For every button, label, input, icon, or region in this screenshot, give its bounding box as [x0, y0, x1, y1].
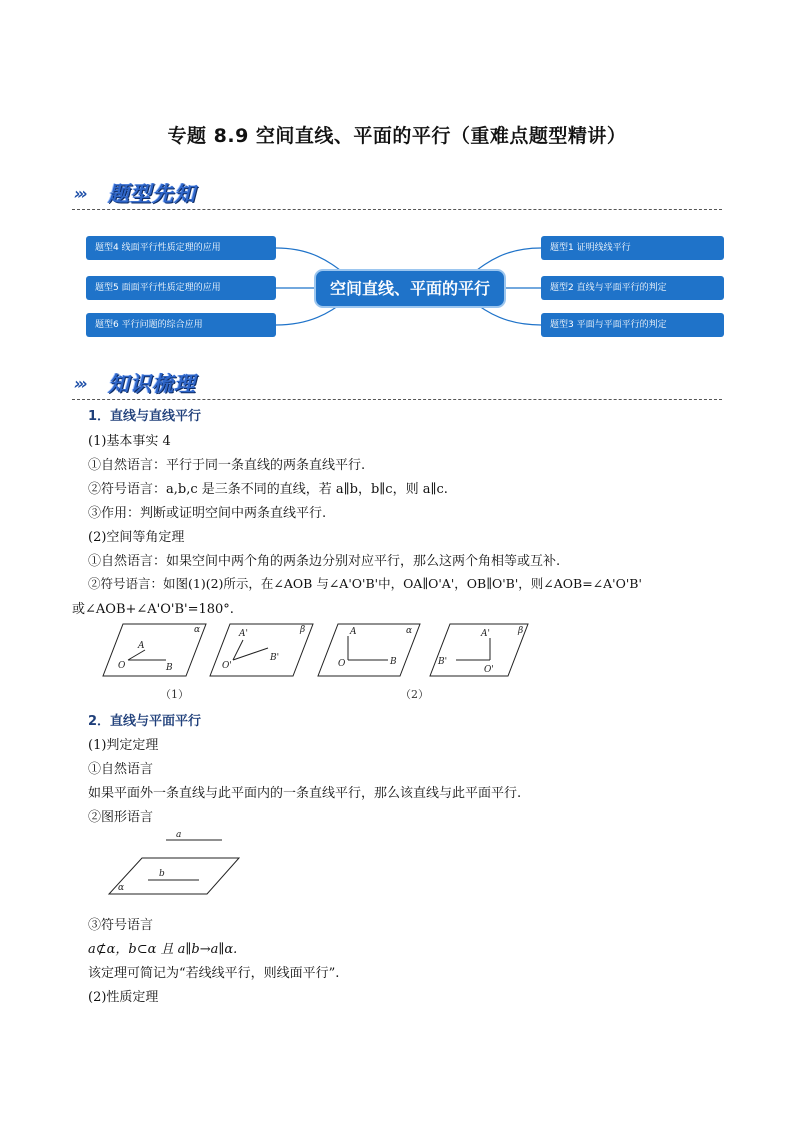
text-line: ③作用：判断或证明空间中两条直线平行. — [88, 506, 327, 521]
plane-label: α — [406, 626, 413, 636]
figure-caption-1: （1） — [160, 688, 189, 701]
mind-map-node-type1: 题型1 证明线线平行 — [541, 236, 724, 260]
figure-2-right — [430, 624, 528, 676]
point-label: A — [350, 627, 357, 637]
mind-map-node-type4: 题型4 线面平行性质定理的应用 — [86, 236, 276, 260]
plane-label: α — [194, 625, 201, 635]
section-divider — [72, 209, 722, 210]
angle-figures — [98, 620, 558, 682]
figure-1-left — [103, 624, 206, 676]
banner-arrows-icon: ››› — [74, 374, 85, 393]
point-label: B' — [270, 653, 280, 663]
text-line: ①自然语言：平行于同一条直线的两条直线平行. — [88, 458, 366, 473]
banner-label: 题型先知 — [108, 182, 196, 206]
plane-label: β — [518, 626, 524, 636]
text-line: a⊄α，b⊂α 且 a∥b→a∥α. — [88, 942, 238, 957]
mind-map-node-type5: 题型5 面面平行性质定理的应用 — [86, 276, 276, 300]
section-divider — [72, 399, 722, 400]
line-label: a — [176, 830, 182, 840]
plane-label: β — [300, 625, 306, 635]
point-label: A — [138, 641, 145, 651]
text-line: (1)判定定理 — [88, 738, 159, 753]
point-label: B' — [438, 657, 448, 667]
mind-map-center: 空间直线、平面的平行 — [314, 269, 506, 308]
text-line: (2)性质定理 — [88, 990, 159, 1005]
text-line: ③符号语言 — [88, 918, 154, 933]
point-label: O — [338, 659, 346, 669]
banner-arrows-icon: ››› — [74, 184, 85, 203]
text-line: ①自然语言：如果空间中两个角的两条边分别对应平行，那么这两个角相等或互补. — [88, 554, 561, 569]
mind-map — [86, 236, 726, 340]
figure-caption-2: （2） — [400, 688, 429, 701]
figure-2-left — [318, 624, 420, 676]
text-line: 该定理可简记为“若线线平行，则线面平行”. — [88, 966, 340, 981]
plane-label: α — [118, 883, 125, 893]
mind-map-node-type6: 题型6 平行问题的综合应用 — [86, 313, 276, 337]
figure-1-right — [210, 624, 313, 676]
point-label: B — [390, 657, 397, 667]
point-label: O — [118, 661, 126, 671]
section-banner-knowledge — [72, 368, 722, 400]
text-line: (2)空间等角定理 — [88, 530, 185, 545]
text-line: ②符号语言：如图(1)(2)所示，在∠AOB 与∠A'O'B'中，OA∥O'A'，OB∥O'B'，则∠AOB=∠A'O'B' — [88, 576, 642, 591]
point-label: A' — [481, 629, 490, 639]
line-plane-figure — [104, 828, 244, 898]
mind-map-node-type2: 题型2 直线与平面平行的判定 — [541, 276, 724, 300]
point-label: B — [166, 663, 173, 673]
mind-map-node-type3: 题型3 平面与平面平行的判定 — [541, 313, 724, 337]
line-label: b — [159, 869, 165, 879]
text-line: 如果平面外一条直线与此平面内的一条直线平行，那么该直线与此平面平行. — [88, 786, 522, 801]
text-line: ②符号语言：a,b,c 是三条不同的直线，若 a∥b，b∥c，则 a∥c. — [88, 482, 448, 497]
heading-line-line-plane-parallel: 2．直线与平面平行 — [88, 714, 202, 729]
point-label: O' — [484, 665, 494, 675]
text-line: (1)基本事实 4 — [88, 434, 171, 449]
point-label: O' — [222, 661, 232, 671]
banner-label: 知识梳理 — [108, 372, 196, 396]
section-banner-preview — [72, 178, 722, 210]
point-label: A' — [239, 629, 248, 639]
page-title: 专题 8.9 空间直线、平面的平行（重难点题型精讲） — [167, 125, 627, 147]
heading-line-line-parallel: 1．直线与直线平行 — [88, 409, 202, 424]
text-line: ①自然语言 — [88, 762, 154, 777]
text-line: 或∠AOB+∠A'O'B'=180°. — [72, 602, 234, 617]
text-line: ②图形语言 — [88, 810, 154, 825]
